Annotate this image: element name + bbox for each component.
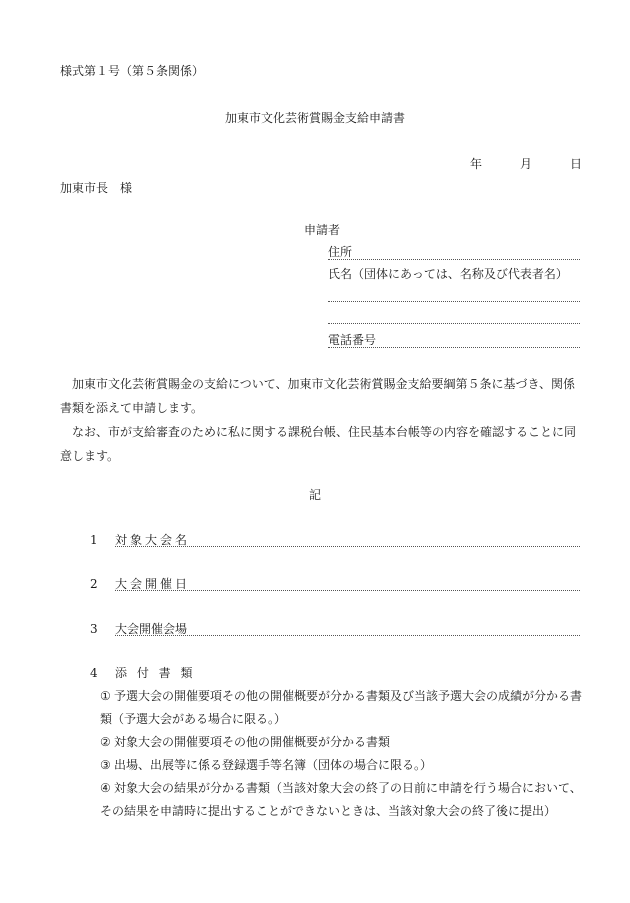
attachment-text: 予選大会の開催要項その他の開催概要が分かる書類及び当該予選大会の成績が分かる書類（予選大会がある場合に限る。） xyxy=(100,689,583,726)
attachment-mark: ④ xyxy=(100,781,111,795)
item-number: 1 xyxy=(90,533,98,547)
phone-label: 電話番号 xyxy=(328,333,377,347)
name-field-line-2[interactable] xyxy=(328,323,580,324)
phone-field[interactable] xyxy=(328,347,580,348)
form-number-label: 様式第１号（第５条関係） xyxy=(60,64,205,78)
attachment-mark: ③ xyxy=(100,758,111,772)
item-number: 4 xyxy=(90,666,98,680)
body-paragraph-2: なお、市が支給審査のために私に関する課税台帳、住民基本台帳等の内容を確認することに同意します。 xyxy=(60,425,577,463)
name-field-line-1[interactable] xyxy=(328,301,580,302)
address-field[interactable] xyxy=(328,259,580,260)
attachment-text: 対象大会の結果が分かる書類（当該対象大会の終了の日前に申請を行う場合において、その結果を申請時に提出することができないときは、当該対象大会の終了後に提出） xyxy=(100,781,582,818)
event-venue-field[interactable] xyxy=(115,635,580,636)
name-label: 氏名（団体にあっては、名称及び代表者名） xyxy=(328,267,568,281)
address-label: 住所 xyxy=(328,245,353,259)
document-title: 加東市文化芸術賞賜金支給申請書 xyxy=(224,111,405,125)
ki-heading: 記 xyxy=(308,488,321,502)
item-number: 2 xyxy=(90,577,98,591)
applicant-heading: 申請者 xyxy=(304,223,341,237)
item-label: 大会開催会場 xyxy=(115,622,188,636)
attachment-mark: ② xyxy=(100,735,111,749)
attachment-item-1 xyxy=(100,685,586,731)
attachment-item-3 xyxy=(100,754,586,777)
attachment-text: 出場、出展等に係る登録選手等名簿（団体の場合に限る。） xyxy=(114,758,433,772)
item-number: 3 xyxy=(90,622,98,636)
attachments-label: 添 付 書 類 xyxy=(115,666,196,680)
event-date-field[interactable] xyxy=(115,590,580,591)
date-year-label: 年 xyxy=(470,157,483,171)
date-month-label: 月 xyxy=(520,157,533,171)
date-day-label: 日 xyxy=(570,157,583,171)
body-paragraph-1: 加東市文化芸術賞賜金の支給について、加東市文化芸術賞賜金支給要綱第５条に基づき、関係書類を添えて申請します。 xyxy=(60,377,576,415)
attachment-text: 対象大会の開催要項その他の開催概要が分かる書類 xyxy=(114,735,391,749)
item-label: 大会開催日 xyxy=(115,577,191,591)
event-name-field[interactable] xyxy=(115,546,580,547)
addressee: 加東市長 様 xyxy=(60,181,133,195)
item-label: 対象大会名 xyxy=(115,533,191,547)
attachment-item-2 xyxy=(100,731,586,754)
attachment-mark: ① xyxy=(100,689,111,703)
attachment-item-4 xyxy=(100,777,586,823)
